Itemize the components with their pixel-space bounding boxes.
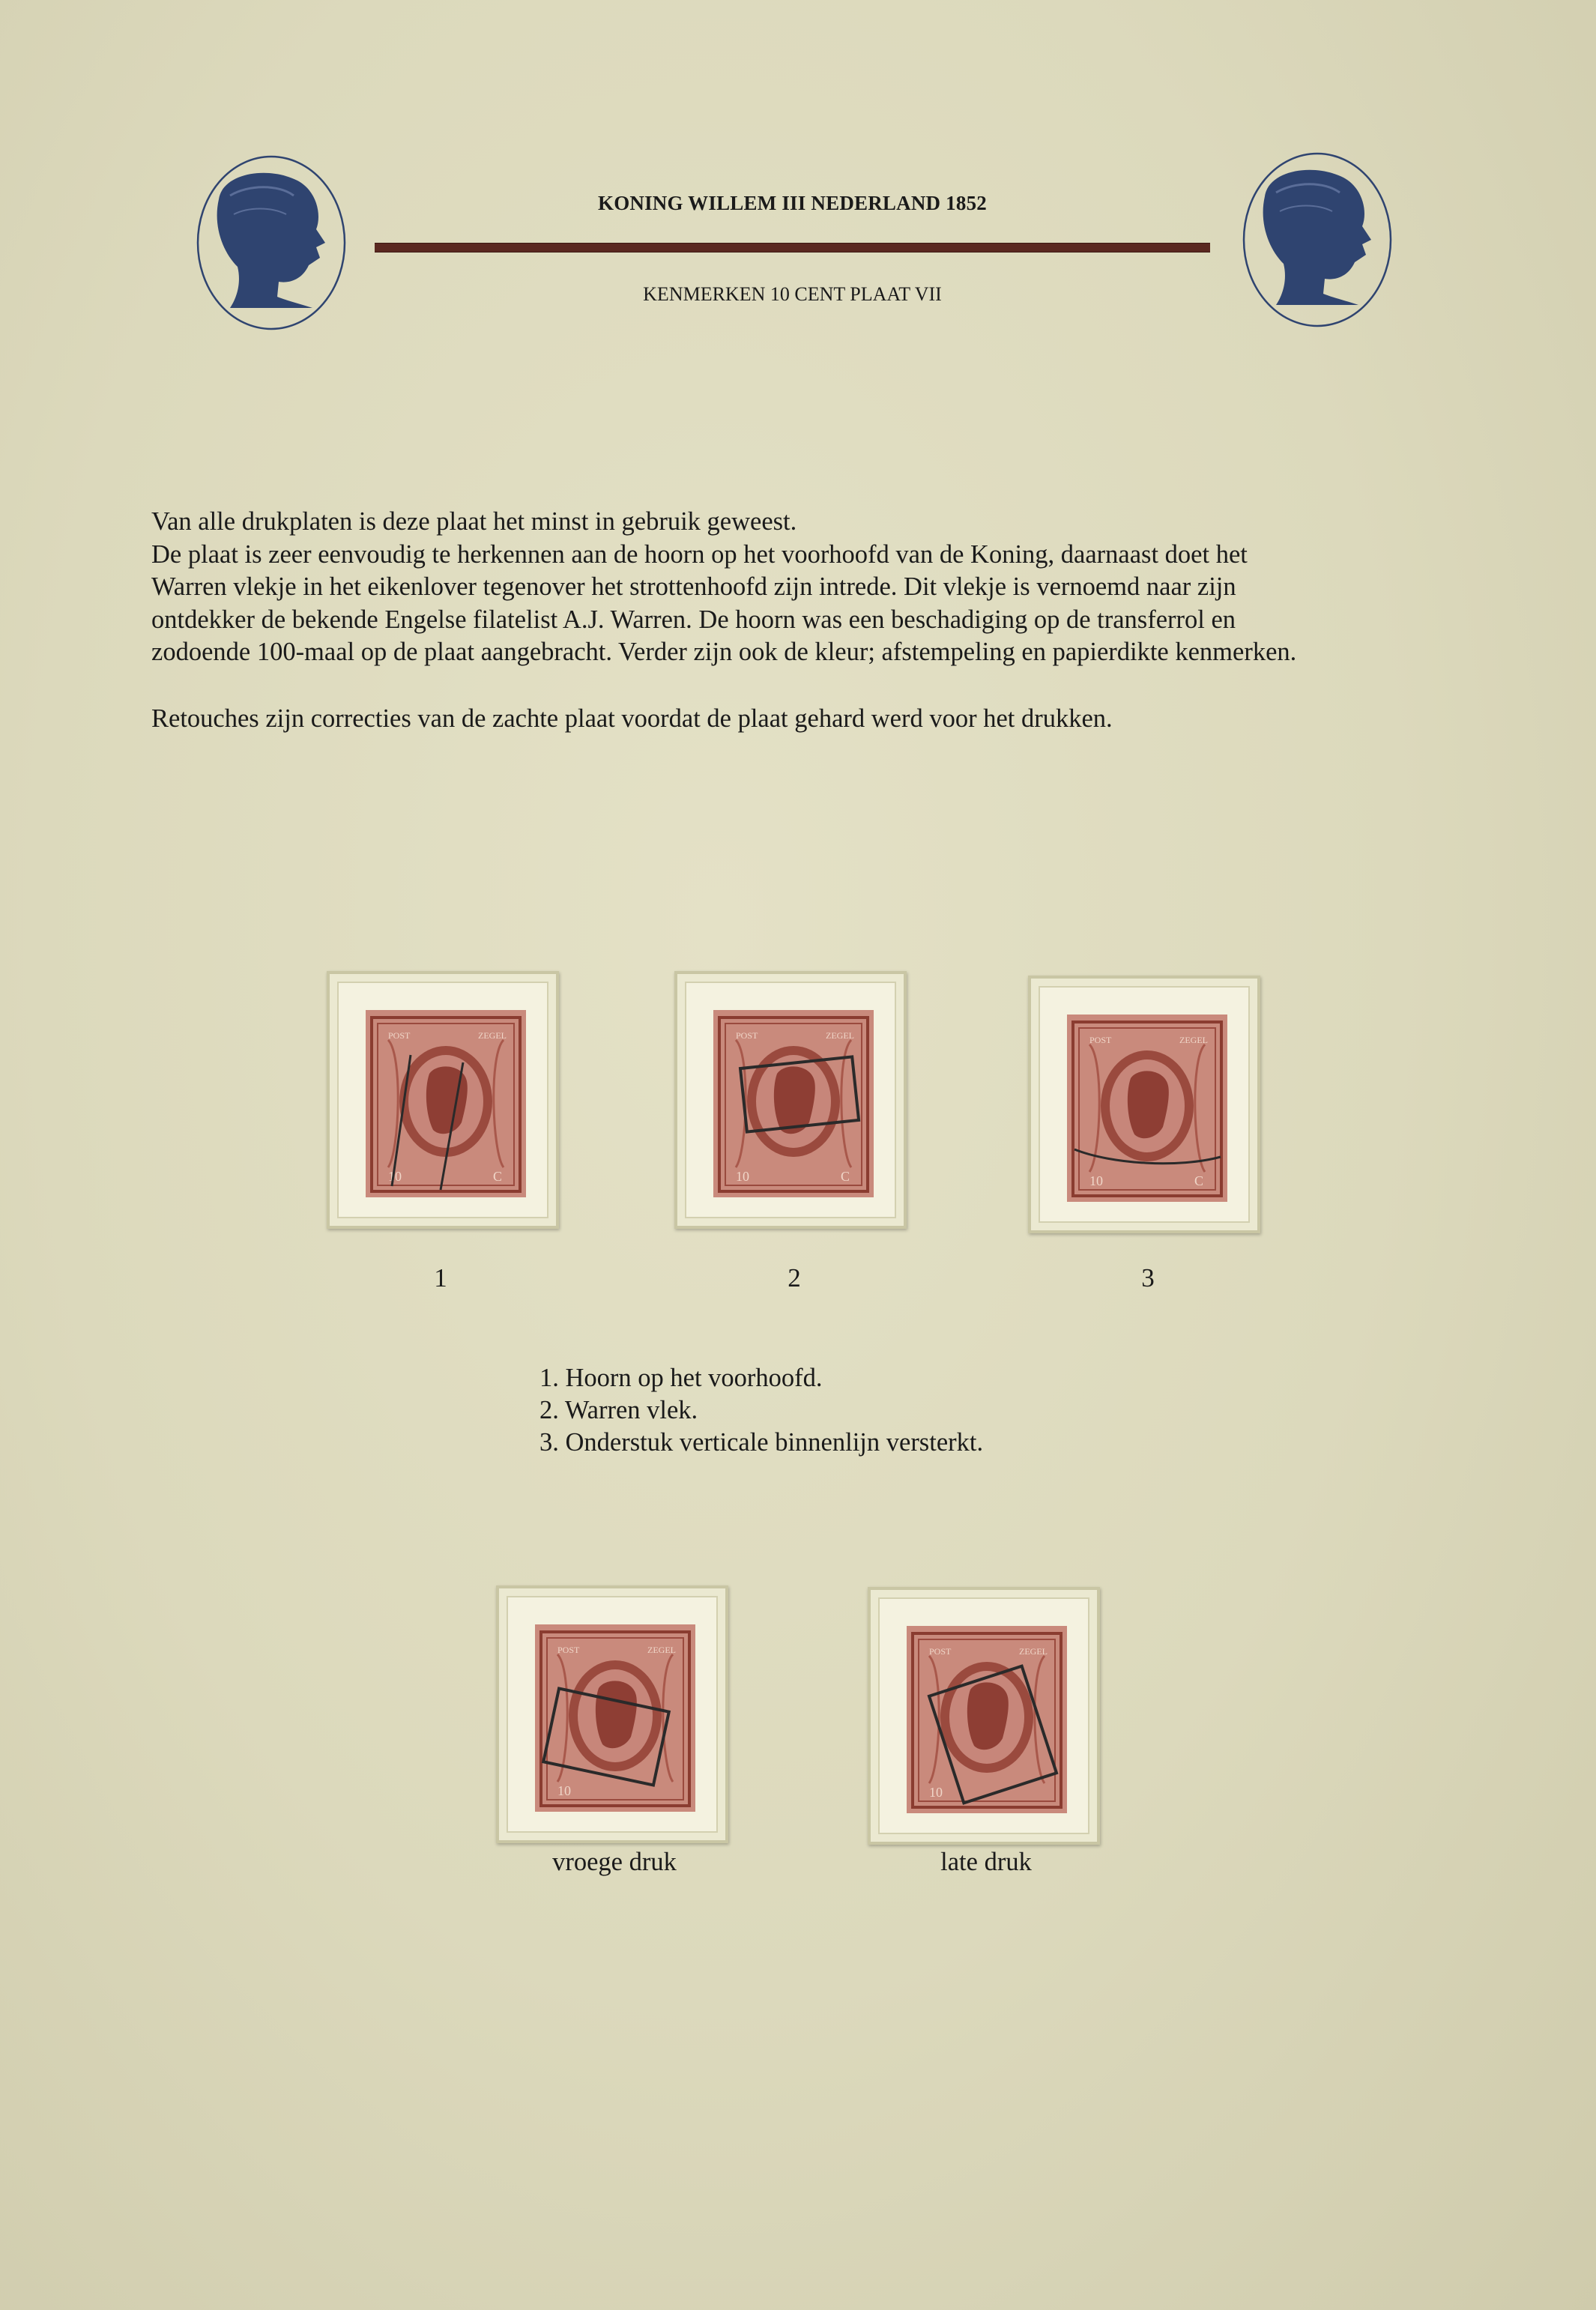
stamp-mount-3 [1028,976,1260,1233]
stamp-value: 10 [929,1785,943,1800]
stamp-value: 10 [736,1169,749,1184]
stamp-image [713,1010,874,1197]
stamp-label-zegel: ZEGEL [826,1030,854,1041]
stamp-label-zegel: ZEGEL [478,1030,507,1041]
stamp-label-post: POST [388,1030,411,1041]
intro-line: zodoende 100-maal op de plaat aangebracht. Verder zijn ook de kleur; afstempeling en papierdikte kenmerken. [151,638,1297,666]
stamp-image [907,1626,1067,1813]
page-title: KONING WILLEM III NEDERLAND 1852 [598,192,987,214]
stamp-unit: C [1194,1173,1204,1188]
stamp-label-post: POST [736,1030,758,1041]
intro-line: Van alle drukplaten is deze plaat het minst in gebruik geweest. [151,507,797,536]
intro-line: Warren vlekje in het eikenlover tegenover het strottenhoofd zijn intrede. Dit vlekje is vernoemd naar zijn [151,572,1236,601]
stamp-mount-early [496,1585,728,1843]
legend-item: 1. Hoorn op het voorhoofd. [539,1364,823,1392]
stamp-label-zegel: ZEGEL [1019,1646,1048,1657]
stamp-mount-1 [327,971,559,1229]
stamp-label-post: POST [929,1646,952,1657]
stamp-number-1: 1 [434,1263,447,1292]
caption-late-print: late druk [940,1848,1032,1876]
stamp-label-post: POST [557,1645,580,1655]
feature-legend [539,1362,983,1459]
stamp-image [1067,1015,1227,1202]
stamp-unit: C [841,1169,850,1184]
caption-early-print: vroege druk [552,1848,677,1876]
legend-item: 3. Onderstuk verticale binnenlijn versterkt. [539,1428,984,1457]
king-profile-medallion-icon [196,154,346,331]
stamp-label-zegel: ZEGEL [647,1645,676,1655]
stamp-unit: C [493,1169,503,1184]
intro-paragraph [151,506,1470,669]
header-divider [375,243,1210,253]
legend-item: 2. Warren vlek. [539,1396,698,1424]
stamp-number-2: 2 [788,1263,801,1292]
retouches-note: Retouches zijn correcties van de zachte plaat voordat de plaat gehard werd voor het drukken. [151,704,1113,733]
stamp-value: 10 [557,1783,571,1798]
stamp-image [535,1624,695,1812]
stamp-label-zegel: ZEGEL [1179,1035,1208,1045]
page-subtitle: KENMERKEN 10 CENT PLAAT VII [643,283,942,305]
king-profile-medallion-icon [1242,151,1392,328]
stamp-mount-2 [674,971,907,1229]
stamp-number-3: 3 [1141,1263,1155,1292]
intro-line: De plaat is zeer eenvoudig te herkennen aan de hoorn op het voorhoofd van de Koning, daarnaast doet het [151,539,1248,569]
stamp-mount-late [868,1587,1100,1845]
stamp-value: 10 [388,1169,402,1184]
intro-line: ontdekker de bekende Engelse filatelist A.J. Warren. De hoorn was een beschadiging op de transferrol en [151,605,1236,634]
stamp-image [366,1010,526,1197]
stamp-value: 10 [1089,1173,1103,1188]
stamp-label-post: POST [1089,1035,1112,1045]
